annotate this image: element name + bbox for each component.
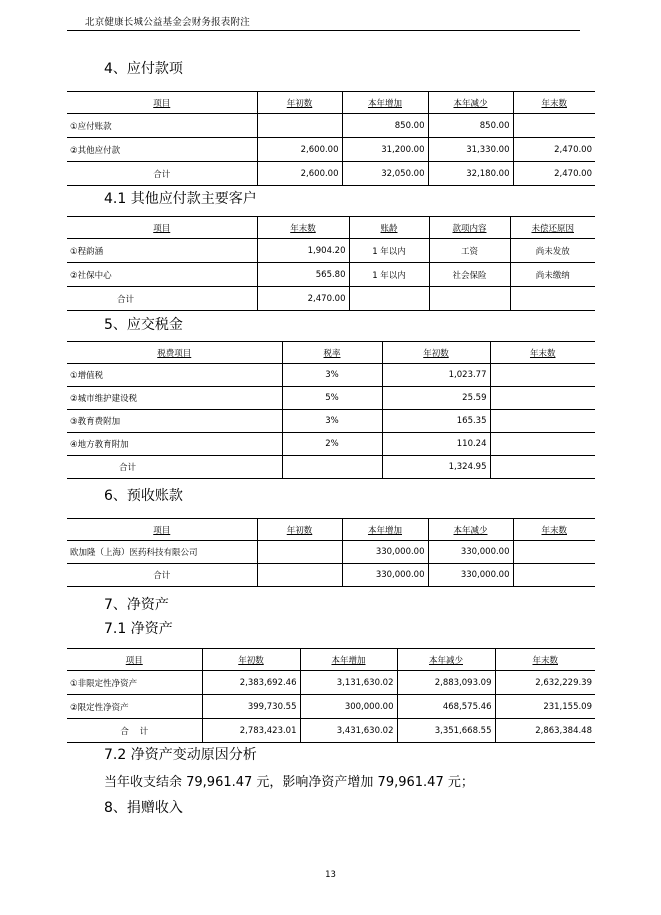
section-heading-net-assets: 7、净资产 — [104, 597, 169, 613]
cell: ②限定性净资产 — [67, 695, 202, 719]
cell — [513, 114, 595, 138]
cell: 25.59 — [382, 387, 490, 410]
cell — [257, 541, 342, 564]
cell: 32,180.00 — [428, 162, 513, 186]
cell: 2,470.00 — [513, 162, 595, 186]
col-header: 年末数 — [513, 519, 595, 541]
table-total-row — [67, 719, 595, 743]
cell: ②社保中心 — [67, 263, 257, 287]
cell: 3% — [282, 410, 382, 433]
table-row — [67, 364, 595, 387]
col-header: 本年增加 — [342, 92, 428, 114]
cell — [513, 541, 595, 564]
cell — [513, 564, 595, 587]
cell: ①应付账款 — [67, 114, 257, 138]
cell: 工资 — [429, 239, 510, 263]
cell: 300,000.00 — [300, 695, 397, 719]
other-payables-table — [67, 216, 595, 311]
table-row — [67, 671, 595, 695]
table-row — [67, 433, 595, 456]
cell — [429, 287, 510, 311]
cell: 合 计 — [67, 719, 202, 743]
header-divider — [67, 30, 580, 31]
cell: 3,131,630.02 — [300, 671, 397, 695]
net-assets-analysis-text: 当年收支结余 79,961.47 元，影响净资产增加 79,961.47 元； — [104, 775, 474, 790]
col-header: 本年增加 — [300, 649, 397, 671]
cell: 2% — [282, 433, 382, 456]
cell: 3% — [282, 364, 382, 387]
col-header: 账龄 — [349, 217, 429, 239]
section-heading-net-assets-analysis: 7.2 净资产变动原因分析 — [104, 747, 257, 763]
cell: 1 年以内 — [349, 239, 429, 263]
col-header: 税率 — [282, 342, 382, 364]
section-heading-payables: 4、应付款项 — [104, 61, 183, 77]
cell: 2,470.00 — [257, 287, 349, 311]
cell: 330,000.00 — [342, 541, 428, 564]
cell: 合计 — [67, 287, 257, 311]
cell — [490, 387, 595, 410]
col-header: 本年增加 — [342, 519, 428, 541]
col-header: 本年减少 — [397, 649, 495, 671]
col-header: 项目 — [67, 92, 257, 114]
col-header: 项目 — [67, 649, 202, 671]
cell — [282, 456, 382, 479]
col-header: 年初数 — [382, 342, 490, 364]
cell — [349, 287, 429, 311]
net-assets-table — [67, 648, 595, 743]
col-header: 年初数 — [257, 519, 342, 541]
cell: 1,023.77 — [382, 364, 490, 387]
col-header: 未偿还原因 — [510, 217, 595, 239]
section-heading-net-assets-detail: 7.1 净资产 — [104, 621, 173, 637]
cell: 2,883,093.09 — [397, 671, 495, 695]
cell: 165.35 — [382, 410, 490, 433]
table-total-row — [67, 287, 595, 311]
col-header: 项目 — [67, 217, 257, 239]
col-header: 年初数 — [202, 649, 300, 671]
col-header: 年初数 — [257, 92, 342, 114]
cell — [490, 433, 595, 456]
col-header: 税费项目 — [67, 342, 282, 364]
table-row — [67, 263, 595, 287]
cell: 2,863,384.48 — [495, 719, 595, 743]
payables-table — [67, 91, 595, 186]
advance-receipts-table — [67, 518, 595, 587]
table-row — [67, 138, 595, 162]
col-header: 年末数 — [513, 92, 595, 114]
cell: 合计 — [67, 456, 282, 479]
cell — [257, 114, 342, 138]
cell: 2,470.00 — [513, 138, 595, 162]
cell: 330,000.00 — [428, 541, 513, 564]
section-heading-other-payables: 4.1 其他应付款主要客户 — [104, 191, 257, 207]
col-header: 本年减少 — [428, 92, 513, 114]
cell: 231,155.09 — [495, 695, 595, 719]
cell: 合计 — [67, 162, 257, 186]
cell: 330,000.00 — [428, 564, 513, 587]
cell: 尚未发放 — [510, 239, 595, 263]
col-header: 年末数 — [495, 649, 595, 671]
table-total-row — [67, 564, 595, 587]
cell: ①增值税 — [67, 364, 282, 387]
cell: 399,730.55 — [202, 695, 300, 719]
cell: 32,050.00 — [342, 162, 428, 186]
cell: 尚未缴纳 — [510, 263, 595, 287]
document-header: 北京健康长城公益基金会财务报表附注 — [85, 17, 250, 28]
table-row — [67, 114, 595, 138]
taxes-table — [67, 341, 595, 479]
cell: 合计 — [67, 564, 257, 587]
cell — [490, 364, 595, 387]
cell: ①非限定性净资产 — [67, 671, 202, 695]
col-header: 年末数 — [257, 217, 349, 239]
cell: 850.00 — [428, 114, 513, 138]
table-row — [67, 410, 595, 433]
cell: 850.00 — [342, 114, 428, 138]
cell — [490, 456, 595, 479]
cell: 2,600.00 — [257, 162, 342, 186]
col-header: 项目 — [67, 519, 257, 541]
col-header: 本年减少 — [428, 519, 513, 541]
cell: ②城市维护建设税 — [67, 387, 282, 410]
section-heading-advance-receipts: 6、预收账款 — [104, 488, 183, 504]
cell: 1,324.95 — [382, 456, 490, 479]
table-row — [67, 239, 595, 263]
cell: 565.80 — [257, 263, 349, 287]
cell: 3,351,668.55 — [397, 719, 495, 743]
cell: ③教育费附加 — [67, 410, 282, 433]
cell: ①程韵涵 — [67, 239, 257, 263]
col-header: 年末数 — [490, 342, 595, 364]
table-total-row — [67, 456, 595, 479]
cell: 468,575.46 — [397, 695, 495, 719]
table-row — [67, 541, 595, 564]
cell: 31,200.00 — [342, 138, 428, 162]
cell — [490, 410, 595, 433]
cell: 2,783,423.01 — [202, 719, 300, 743]
cell: 2,632,229.39 — [495, 671, 595, 695]
section-heading-donation-income: 8、捐赠收入 — [104, 800, 183, 816]
col-header: 款项内容 — [429, 217, 510, 239]
table-row — [67, 387, 595, 410]
cell: 1,904.20 — [257, 239, 349, 263]
cell: 5% — [282, 387, 382, 410]
cell: 31,330.00 — [428, 138, 513, 162]
cell — [510, 287, 595, 311]
cell: 欧加隆（上海）医药科技有限公司 — [67, 541, 257, 564]
table-row — [67, 695, 595, 719]
cell: 330,000.00 — [342, 564, 428, 587]
cell: 2,600.00 — [257, 138, 342, 162]
cell: 2,383,692.46 — [202, 671, 300, 695]
cell: ②其他应付款 — [67, 138, 257, 162]
cell: 社会保险 — [429, 263, 510, 287]
section-heading-taxes: 5、应交税金 — [104, 317, 183, 333]
cell — [257, 564, 342, 587]
cell: ④地方教育附加 — [67, 433, 282, 456]
page-number: 13 — [325, 870, 336, 880]
cell: 1 年以内 — [349, 263, 429, 287]
table-total-row — [67, 162, 595, 186]
cell: 3,431,630.02 — [300, 719, 397, 743]
cell: 110.24 — [382, 433, 490, 456]
